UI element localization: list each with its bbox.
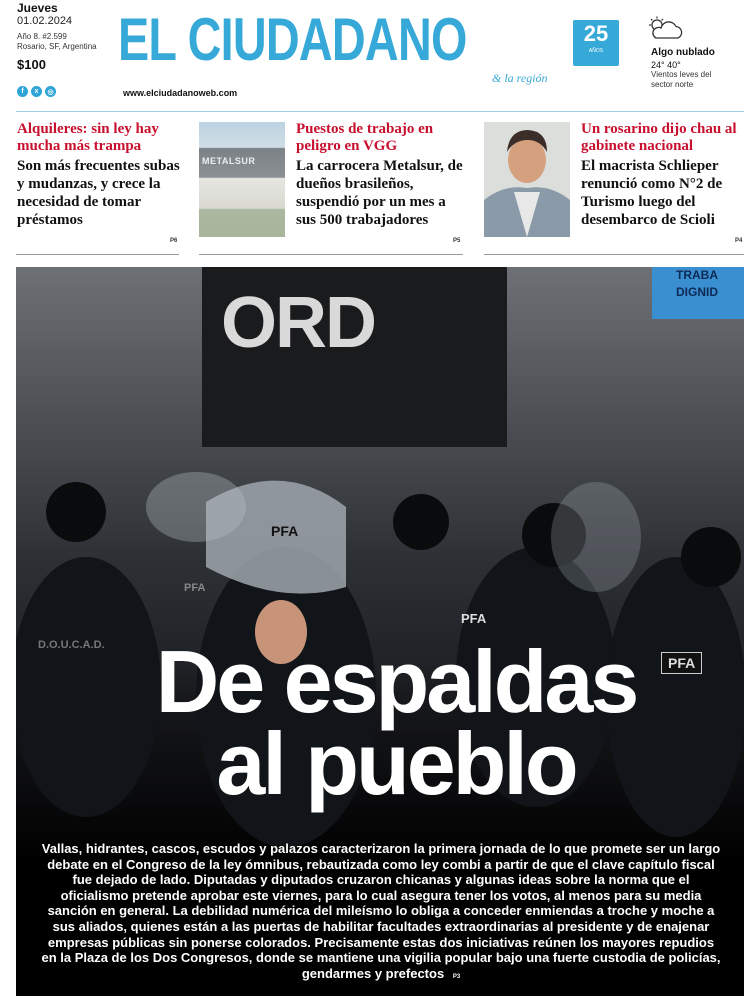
metalsur-factory-photo [199,122,285,237]
weather-temps: 24° 40° [651,60,681,70]
teaser-headline: Puestos de trabajo en peligro en VGG [296,121,434,154]
page-ref: P5 [453,238,461,244]
teaser-body: Son más frecuentes subas y mudanzas, y crece la necesidad de tomar préstamos [17,158,180,228]
teaser-body: La carrocera Metalsur, de dueños brasileños, suspendió por un mes a sus 500 trabajadores [296,158,463,228]
main-headline[interactable] [46,632,744,813]
region-tagline: & la región [492,71,548,85]
headline-line-1: De espaldas [155,632,637,731]
social-links [17,86,56,97]
page-ref: P6 [170,238,178,244]
header-divider [16,111,744,112]
website-link[interactable]: www.elciudadanoweb.com [123,88,238,98]
main-protest-photo [16,267,744,996]
masthead-logo[interactable]: EL CIUDADANO [118,6,467,73]
anniversary-label: AÑOS [588,48,604,54]
edition-date: 01.02.2024 [17,15,73,27]
teaser-underline [484,254,744,255]
headline-line-2: al pueblo [216,714,576,813]
teaser-headline: Un rosarino dijo chau al gabinete nacional [581,121,737,154]
lead-paragraph [40,841,722,981]
teaser-jobs[interactable] [296,121,468,229]
shield-label: PFA [661,652,702,674]
blue-banner-text: TRABA DIGNID [676,268,718,299]
weather-condition: Algo nublado [651,47,715,58]
teaser-rent[interactable] [17,121,187,229]
shield-label: PFA [461,611,487,626]
schlieper-portrait-photo [484,122,570,237]
edition-day: Jueves [17,1,58,15]
twitter-icon[interactable]: x [31,86,42,97]
protest-banner-text: ORD [221,283,375,363]
teaser-body: El macrista Schlieper renunció como N°2 de Turismo luego del desembarco de Scioli [581,158,723,228]
edition-price: $100 [17,57,46,72]
instagram-icon[interactable]: ◎ [45,86,56,97]
lead-text: Vallas, hidrantes, cascos, escudos y palazos caracterizaron la primera jornada de lo que promete ser un largo debate en el Congreso de la ley ómnibus, rebautizada como ley combi a partir de que el clave capítulo fiscal fue dejado de lado. Diputadas y diputados cruzaron chicanas y algunas ideas sobre la norma que el oficialismo pretende aprobar este viernes, para lo cual asegura tener los votos, al menos para su media sanción en general. La debilidad numérica del mileísmo lo obliga a conceder enmiendas a troche y moche a sus aliados, quienes están a las puertas de habilitar facultades extraordinarias al presidente y de enajenar empresas públicas sin ponerse colorados. Precisamente estas dos iniciativas reúnen los mayores repudios en la Plaza de los Dos Congresos, donde se mantiene una vigilia popular bajo una fuerte custodia de policías, gendarmes y prefectos [41,841,721,981]
anniversary-number: 25 [583,21,609,46]
teaser-underline [16,254,179,255]
shield-label: D.O.U.C.A.D. [38,639,105,651]
page-ref: P4 [735,238,743,244]
page-ref: P3 [452,973,461,980]
shield-label: PFA [271,523,299,539]
metalsur-sign: METALSUR [202,156,256,166]
teaser-headline: Alquileres: sin ley hay mucha más trampa [17,121,159,154]
edition-location: Rosario, SF, Argentina [17,42,97,51]
partly-cloudy-icon [646,16,686,40]
teaser-cabinet[interactable] [581,121,744,229]
issue-number: Año 8. #2.599 [17,32,67,41]
edition-info [17,2,97,72]
anniversary-badge [573,20,619,66]
weather-wind: Vientos leves del sector norte [651,70,712,89]
shield-label: PFA [184,582,206,594]
teaser-underline [199,254,463,255]
facebook-icon[interactable]: f [17,86,28,97]
